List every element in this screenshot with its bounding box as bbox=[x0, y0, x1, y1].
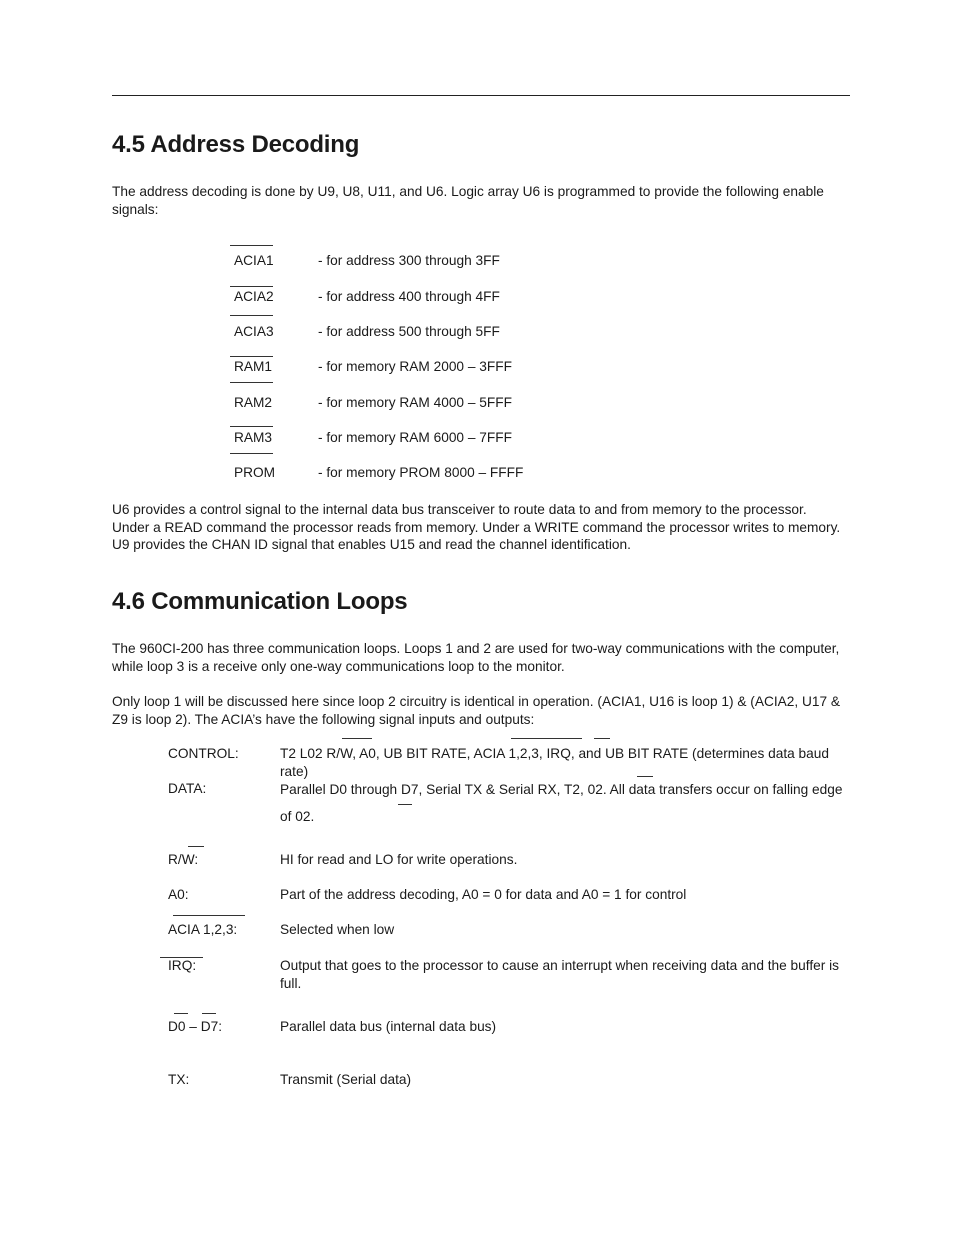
signal-desc-acia2: - for address 400 through 4FF bbox=[318, 289, 500, 304]
row-label-control: CONTROL: bbox=[168, 746, 239, 761]
overline-bar bbox=[230, 315, 273, 316]
signal-desc-ram2: - for memory RAM 4000 – 5FFF bbox=[318, 395, 512, 410]
section-heading-communication-loops: 4.6 Communication Loops bbox=[112, 588, 408, 615]
overline-bar bbox=[188, 846, 204, 847]
row-label-acia: ACIA 1,2,3: bbox=[168, 922, 238, 937]
signal-desc-prom: - for memory PROM 8000 – FFFF bbox=[318, 465, 524, 480]
row-label-d0-d7: D0 – D7: bbox=[168, 1019, 223, 1034]
row-label-irq: IRQ: bbox=[168, 958, 197, 973]
signal-name-prom: PROM bbox=[234, 465, 276, 480]
overline-bar bbox=[230, 356, 273, 357]
overline-bar bbox=[230, 426, 273, 427]
row-desc-acia: Selected when low bbox=[280, 922, 395, 937]
signal-name-acia3: ACIA3 bbox=[234, 324, 274, 339]
overline-bar bbox=[230, 245, 273, 246]
overline-bar bbox=[230, 453, 273, 454]
overline-bar bbox=[230, 382, 273, 383]
signal-name-acia1: ACIA1 bbox=[234, 253, 274, 268]
overline-bar bbox=[342, 738, 372, 739]
overline-bar bbox=[174, 1013, 188, 1014]
address-decoding-intro: The address decoding is done by U9, U8, U11, and U6. Logic array U6 is programmed to provide the following enable signals: bbox=[112, 184, 824, 217]
communication-loops-para2: Only loop 1 will be discussed here since loop 2 circuitry is identical in operation. (ACIA1, U16 is loop 1) & (ACIA2, U17 & Z9 is loop 2). The ACIA’s have the following signal inputs and outputs: bbox=[112, 694, 841, 727]
overline-bar bbox=[173, 915, 245, 916]
signal-desc-acia3: - for address 500 through 5FF bbox=[318, 324, 500, 339]
signal-name-ram2: RAM2 bbox=[234, 395, 273, 410]
row-label-data: DATA: bbox=[168, 781, 207, 796]
row-desc-rw: HI for read and LO for write operations. bbox=[280, 852, 518, 867]
row-label-a0: A0: bbox=[168, 887, 189, 902]
signal-desc-ram1: - for memory RAM 2000 – 3FFF bbox=[318, 359, 512, 374]
signal-desc-ram3: - for memory RAM 6000 – 7FFF bbox=[318, 430, 512, 445]
signal-name-acia2: ACIA2 bbox=[234, 289, 274, 304]
address-decoding-closing: U6 provides a control signal to the internal data bus transceiver to route data to and from memory to the processor. Under a READ command the processor reads from memory. Under a WRITE command the processor writes to memory. U9 provides the CHAN ID signal that enables U15 and read the channel identification. bbox=[112, 502, 841, 552]
overline-bar bbox=[230, 286, 273, 287]
row-label-tx: TX: bbox=[168, 1072, 190, 1087]
row-desc-tx: Transmit (Serial data) bbox=[280, 1072, 412, 1087]
header-rule bbox=[112, 95, 850, 96]
row-desc-control: T2 L02 R/W, A0, UB BIT RATE, ACIA 1,2,3, IRQ, and UB BIT RATE (determines data baud rate) bbox=[280, 746, 830, 779]
section-heading-address-decoding: 4.5 Address Decoding bbox=[112, 131, 360, 158]
overline-bar bbox=[594, 738, 610, 739]
row-desc-d0-d7: Parallel data bus (internal data bus) bbox=[280, 1019, 497, 1034]
overline-bar bbox=[511, 738, 582, 739]
row-label-rw: R/W: bbox=[168, 852, 199, 867]
row-desc-data: Parallel D0 through D7, Serial TX & Serial RX, T2, 02. All data transfers occur on falling edge of 02. bbox=[280, 782, 843, 824]
signal-name-ram1: RAM1 bbox=[234, 359, 273, 374]
row-desc-irq: Output that goes to the processor to cause an interrupt when receiving data and the buffer is full. bbox=[280, 958, 840, 991]
row-desc-a0: Part of the address decoding, A0 = 0 for data and A0 = 1 for control bbox=[280, 887, 687, 902]
communication-loops-para1: The 960CI-200 has three communication loops. Loops 1 and 2 are used for two-way communications with the computer, while loop 3 is a receive only one-way communications loop to the monitor. bbox=[112, 641, 840, 674]
signal-name-ram3: RAM3 bbox=[234, 430, 273, 445]
overline-bar bbox=[202, 1013, 216, 1014]
signal-desc-acia1: - for address 300 through 3FF bbox=[318, 253, 500, 268]
